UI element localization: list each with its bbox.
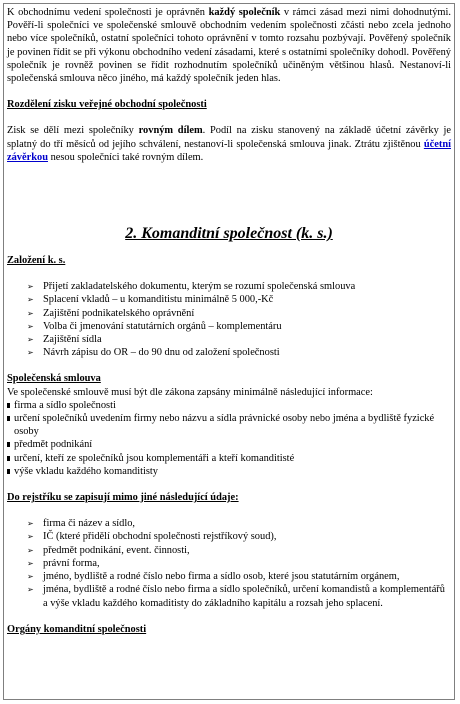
contract-intro: Ve společenské smlouvě musí být dle zákona zapsány minimálně následující informace: [7,386,373,398]
register-heading: Do rejstříku se zapisují mimo jiné následující údaje: [7,492,239,504]
list-item: ➢ Přijetí zakladatelského dokumentu, kterým se rozumí společenská smlouva [27,281,356,293]
list-item: výše vkladu každého komanditisty [7,465,451,478]
list-item: ➢ Návrh zápisu do OR – do 90 dnu od založení společnosti [27,347,280,359]
intro-paragraph [7,6,451,85]
founding-heading: Založení k. s. [7,255,66,267]
list-item: ➢ Volba či jmenování statutárních orgánů – komplementáru [27,320,282,332]
section-title: 2. Komanditní společnost (k. s.) [125,225,333,243]
arrow-bullet-icon: ➢ [27,282,34,292]
profit-text-a: Zisk se dělí mezi společníky [7,125,139,137]
list-item: ➢ předmět podnikání, event. činnosti, [27,544,190,556]
profit-paragraph [7,124,451,164]
arrow-bullet-icon: ➢ [27,308,34,318]
square-bullet-icon [7,403,10,408]
square-bullet-icon [7,416,10,421]
list-item: ➢ Splacení vkladů – u komanditistu minimálně 5 000,-Kč [27,294,274,306]
intro-bold-every-partner: každý společník [208,7,281,18]
arrow-bullet-icon: ➢ [27,585,34,595]
document-content [7,6,451,636]
arrow-bullet-icon: ➢ [27,558,34,568]
list-item: ➢ IČ (které přidělí obchodní společnosti rejstříkový soud), [27,531,277,543]
arrow-bullet-icon: ➢ [27,348,34,358]
square-bullet-icon [7,456,10,461]
register-list [7,517,451,609]
founding-list [7,280,451,359]
list-item: firma a sídlo společnosti [7,399,451,412]
organs-heading: Orgány komanditní společnosti [7,623,147,635]
contract-list [7,399,451,478]
list-item: ➢ firma či název a sídlo, [27,518,136,530]
profit-heading: Rozdělení zisku veřejné obchodní společnosti [7,99,207,111]
list-item: ➢ právní forma, [27,557,100,569]
list-item: ➢ jména, bydliště a rodné číslo nebo firma a sídlo společníků, určení komandistů a komplementářů a výše vkladu každého komaditisty do základního kapitálu a rozsah jeho splacení. [27,584,445,609]
intro-text-c: v rámci zásad mezi nimi dohodnutými. Pověří-li společníci ve společenské smlouvě obchodním vedením společnosti zčásti nebo zcela jednoho nebo více společníků, ostatní společníci tohoto oprávnění v tomto rozsahu pozbývají. Pověřený společník je povinen řídit se při výkonu obchodního vedení zásadami, které s ostatními společníky dohodl. Pověřený společník je rovněž povinen se řídit rozhodnutím společníků učiněným většinou hlasů. Nestanoví-li společenská smlouva něco jiného, má každý společník jeden hlas. [7,7,451,85]
arrow-bullet-icon: ➢ [27,519,34,529]
list-item: určení, kteří ze společníků jsou komplementáři a kteří komanditisté [7,452,451,465]
intro-text-a: K obchodnímu vedení společnosti je oprávněn [7,7,209,18]
document-page [3,3,455,700]
arrow-bullet-icon: ➢ [27,335,34,345]
contract-heading: Společenská smlouva [7,373,101,385]
profit-text-d: nesou společníci také rovným dílem. [47,151,204,163]
square-bullet-icon [7,442,10,447]
list-item: ➢ Zajištění sídla [27,334,102,346]
list-item: ➢ Zajištění podnikatelského oprávnění [27,307,195,319]
arrow-bullet-icon: ➢ [27,532,34,542]
list-item: určení společníků uvedením firmy nebo názvu a sídla právnické osoby nebo jména a bydliště fyzické osoby [7,412,451,438]
square-bullet-icon [7,469,10,474]
arrow-bullet-icon: ➢ [27,545,34,555]
profit-text-c: . Podíl na zisku stanovený na základě účetní závěrky je splatný do tří měsíců od jejího schválení, nestanoví-li společenská smlouva jinak. Ztrátu zjištěnou [7,125,451,150]
arrow-bullet-icon: ➢ [27,321,34,331]
arrow-bullet-icon: ➢ [27,295,34,305]
list-item: ➢ jméno, bydliště a rodné číslo nebo firma a sídlo osob, které jsou statutárním orgánem, [27,571,400,583]
arrow-bullet-icon: ➢ [27,572,34,582]
accounts-link[interactable]: účetní závěrkou [7,138,451,163]
list-item: předmět podnikání [7,438,451,451]
profit-bold-equal-share: rovným dílem [138,125,203,137]
